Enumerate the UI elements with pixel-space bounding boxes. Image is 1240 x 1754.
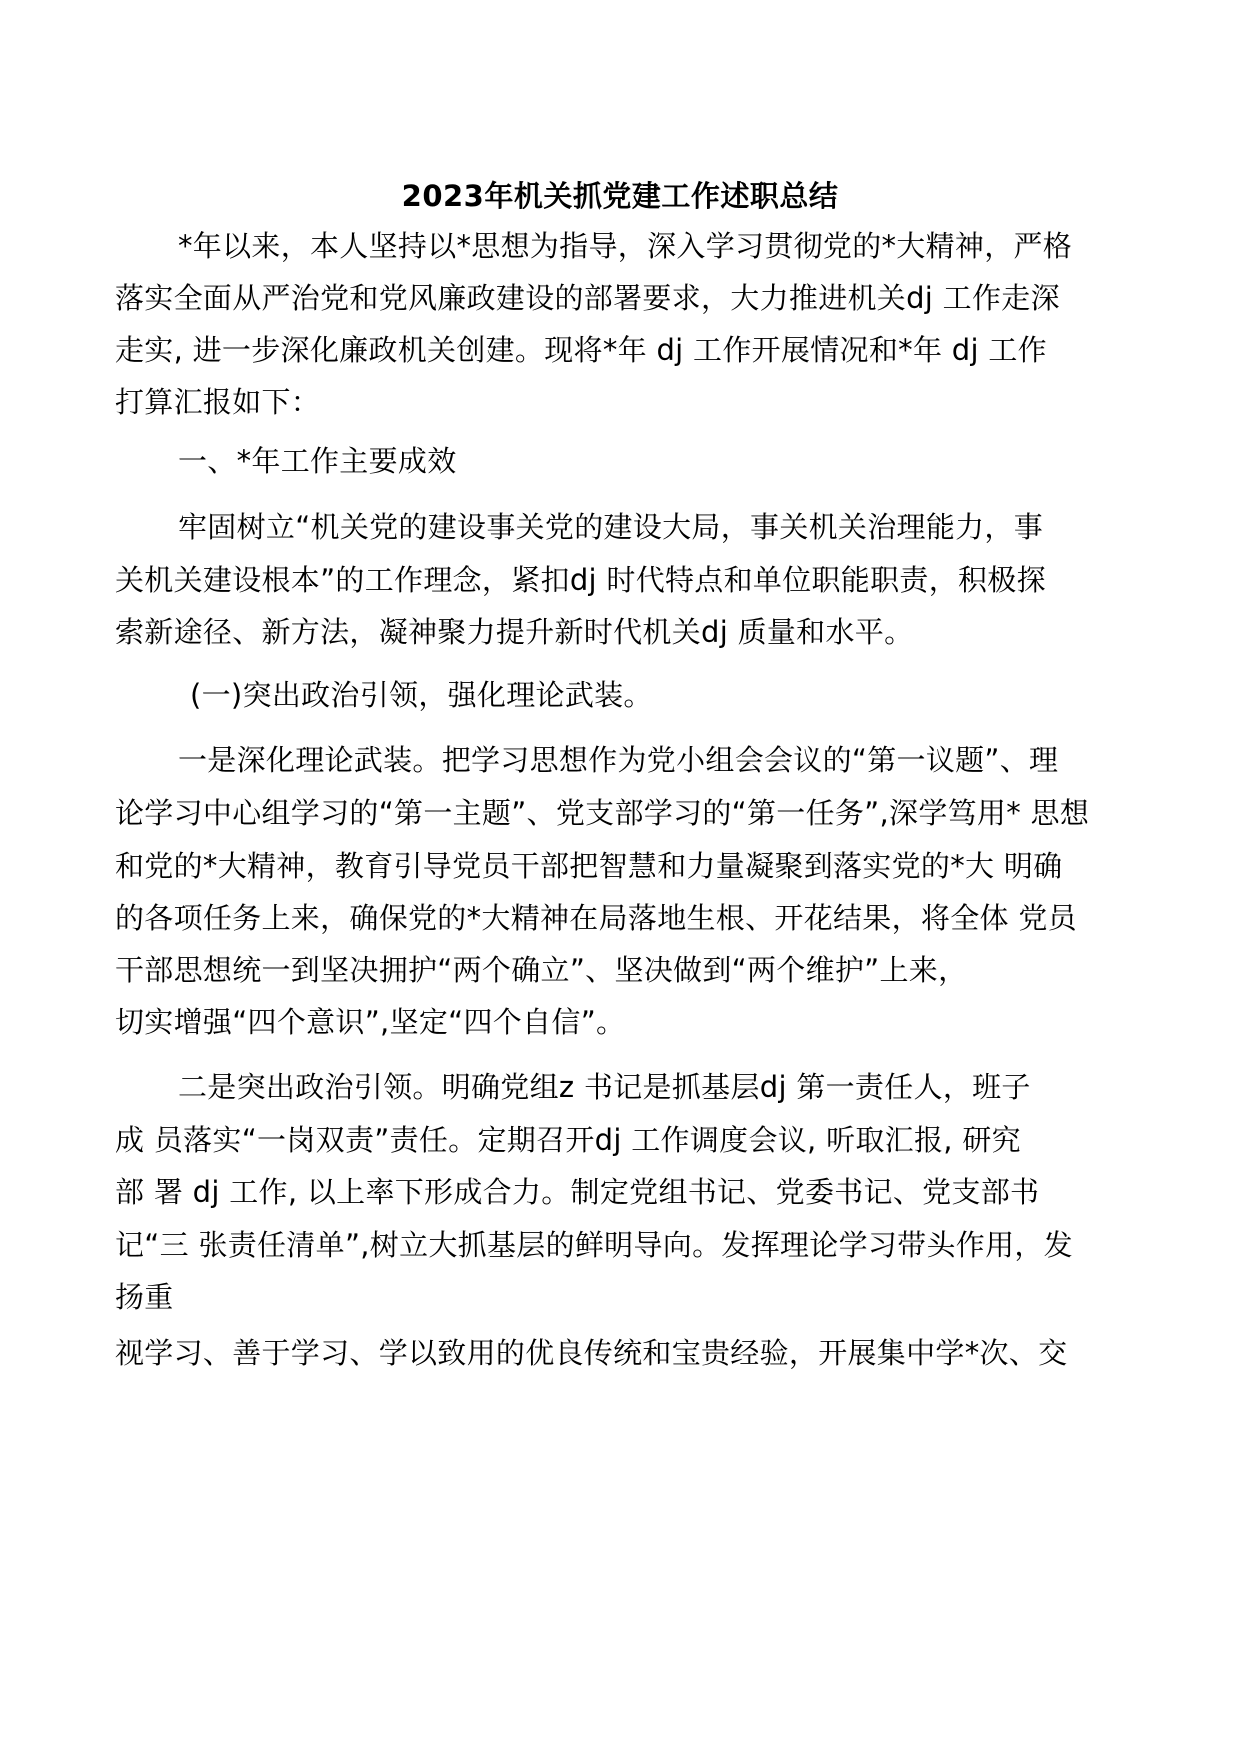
paragraph-2-line-3: 索新途径、新方法，凝神聚力提升新时代机关dj 质量和水平。: [115, 615, 914, 649]
intro-line-1: *年以来，本人坚持以*思想为指导，深入学习贯彻党的*大精神，严格: [178, 229, 1073, 263]
section-heading-1: 一、*年工作主要成效: [178, 444, 457, 478]
paragraph-4-line-6: 视学习、善于学习、学以致用的优良传统和宝贵经验，开展集中学*次、交: [115, 1336, 1068, 1370]
document-title: 2023年机关抓党建工作述职总结: [401, 179, 839, 213]
paragraph-4-line-3: 部 署 dj 工作, 以上率下形成合力。制定党组书记、党委书记、党支部书: [115, 1175, 1040, 1209]
paragraph-3-line-6: 切实增强“四个意识”,坚定“四个自信”。: [115, 1005, 626, 1039]
paragraph-2-line-2: 关机关建设根本”的工作理念，紧扣dj 时代特点和单位职能职责，积极探: [115, 563, 1046, 597]
intro-line-3: 走实, 进一步深化廉政机关创建。现将*年 dj 工作开展情况和*年 dj 工作: [115, 333, 1047, 367]
intro-line-2: 落实全面从严治党和党风廉政建设的部署要求，大力推进机关dj 工作走深: [115, 281, 1060, 315]
paragraph-3-line-1: 一是深化理论武装。把学习思想作为党小组会会议的“第一议题”、理: [178, 743, 1059, 777]
paragraph-3-line-4: 的各项任务上来，确保党的*大精神在局落地生根、开花结果，将全体 党员: [115, 901, 1077, 935]
paragraph-2-line-1: 牢固树立“机关党的建设事关党的建设大局，事关机关治理能力，事: [178, 510, 1044, 544]
paragraph-4-line-1: 二是突出政治引领。明确党组z 书记是抓基层dj 第一责任人，班子: [178, 1070, 1031, 1104]
paragraph-3-line-3: 和党的*大精神，教育引导党员干部把智慧和力量凝聚到落实党的*大 明确: [115, 849, 1063, 883]
paragraph-4-line-2: 成 员落实“一岗双责”责任。定期召开dj 工作调度会议, 听取汇报, 研究: [115, 1123, 1021, 1157]
subheading-1: (一)突出政治引领，强化理论武装。: [190, 678, 653, 712]
paragraph-3-line-5: 干部思想统一到坚决拥护“两个确立”、坚决做到“两个维护”上来，: [115, 953, 968, 987]
paragraph-3-line-2: 论学习中心组学习的“第一主题”、党支部学习的“第一任务”,深学笃用* 思想: [115, 796, 1090, 830]
paragraph-4-line-5: 扬重: [115, 1280, 174, 1314]
intro-line-4: 打算汇报如下：: [115, 385, 321, 419]
paragraph-4-line-4: 记“三 张责任清单”,树立大抓基层的鲜明导向。发挥理论学习带头作用，发: [115, 1228, 1073, 1262]
